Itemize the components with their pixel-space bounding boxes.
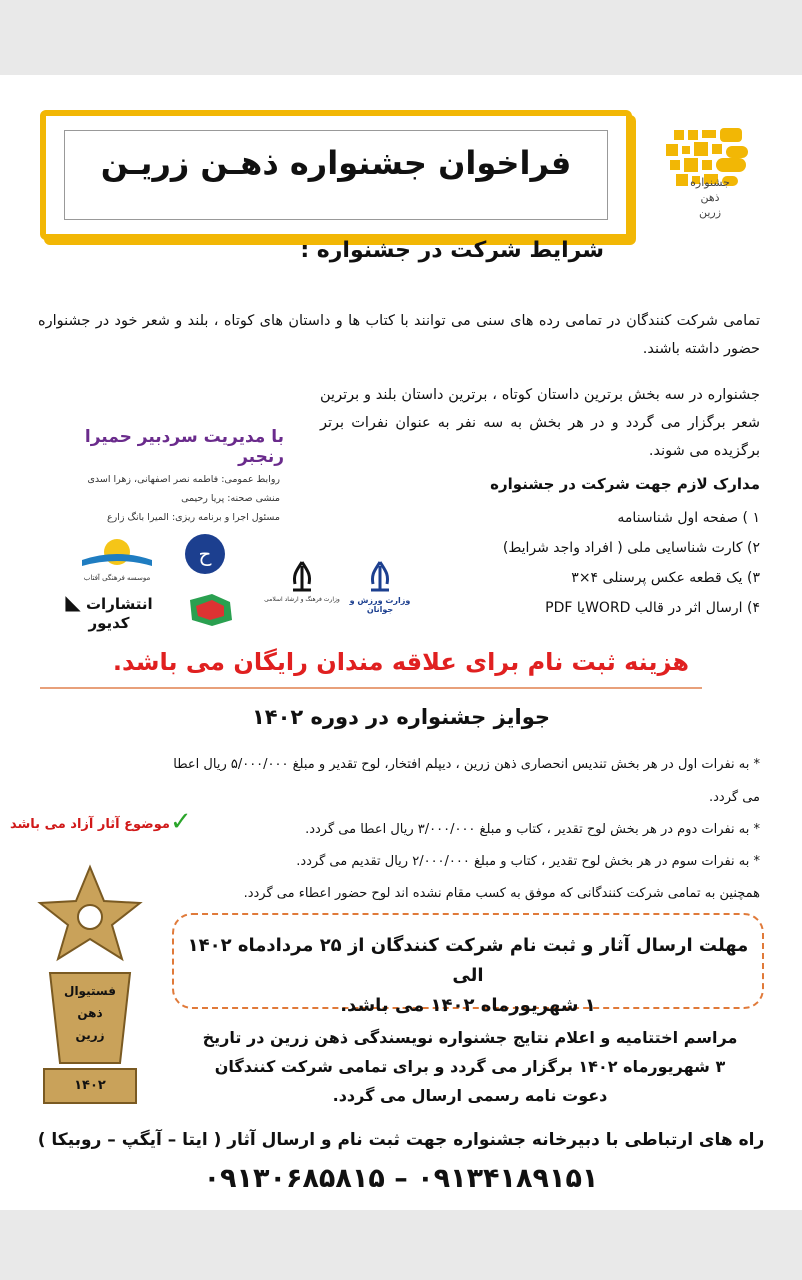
closing-line: مراسم اختتامیه و اعلام نتایج جشنواره نویسندگی ذهن زرین در تاریخ	[202, 1028, 738, 1047]
phone-numbers: ۰۹۱۳۰۶۸۵۸۱۵ – ۰۹۱۳۴۱۸۹۱۵۱	[203, 1163, 599, 1194]
svg-text:ح: ح	[198, 542, 212, 566]
staff-line: منشی صحنه: پریا رحیمی	[181, 493, 280, 504]
culture-ministry-text: وزارت فرهنگ و ارشاد اسلامی	[264, 596, 340, 603]
logo-text-line: جشنواره	[690, 176, 730, 189]
document-item: ۳) یک قطعه عکس پرسنلی ۴×۳	[571, 570, 760, 586]
documents-heading: مدارک لازم جهت شرکت در جشنواره	[490, 475, 760, 493]
prizes-heading: جوایز جشنواره در دوره ۱۴۰۲	[251, 705, 551, 729]
prize-line: همچنین به تمامی شرکت کنندگانی که موفق به کسب مقام نشده اند لوح حضور اعطاء می گردد.	[243, 886, 760, 901]
conditions-paragraph-2: جشنواره در سه بخش برترین داستان کوتاه ، برترین داستان بلند و برترین شعر برگزار می گردد و در هر بخش به سه نفر به عنوان نفرات برتر برگزیده می شوند.	[320, 387, 760, 459]
deadline-line: ۱ شهریورماه ۱۴۰۲ می باشد.	[340, 995, 596, 1016]
staff-line: مسئول اجرا و برنامه ریزی: المیرا بانگ زارع	[106, 512, 280, 523]
fee-notice: هزینه ثبت نام برای علاقه مندان رایگان می باشد.	[112, 648, 690, 676]
closing-ceremony-text	[170, 1023, 770, 1110]
publisher-logo-text: انتشارات کدیور	[85, 595, 153, 632]
institute-logo	[62, 530, 172, 582]
title-banner	[40, 110, 632, 240]
institute-logo-text: موسسه فرهنگی آفتاب	[83, 574, 151, 582]
closing-line: دعوت نامه رسمی ارسال می گردد.	[332, 1086, 608, 1105]
publisher-logo	[44, 590, 174, 632]
logo-caption	[660, 175, 760, 220]
trophy-label-line: فستیوال	[64, 984, 116, 998]
conditions-paragraph-1: تمامی شرکت کنندگان در تمامی رده های سنی می توانند با کتاب ها و داستان های کوتاه ، بلند و شعر خود در جشنواره حضور داشته باشند.	[38, 313, 760, 357]
trophy-label	[32, 980, 148, 1046]
prize-line: * به نفرات دوم در هر بخش لوح تقدیر ، کتاب و مبلغ ۳/۰۰۰/۰۰۰ ریال اعطا می گردد.	[305, 822, 760, 837]
contact-info: راه های ارتباطی با دبیرخانه جشنواره جهت ثبت نام و ارسال آثار ( ایتا – آیگپ – روبیکا )	[37, 1130, 765, 1150]
staff-list	[40, 470, 280, 527]
book-sun-icon	[72, 530, 162, 572]
sponsor-logos	[40, 530, 420, 645]
iran-emblem-icon	[365, 560, 395, 594]
iran-map-logo-icon	[180, 590, 240, 630]
conditions-heading: شرایط شرکت در جشنواره :	[300, 238, 604, 263]
deadline-line: مهلت ارسال آثار و ثبت نام شرکت کنندگان از ۲۵ مردادماه ۱۴۰۲ الی	[187, 935, 749, 986]
fee-divider	[40, 687, 702, 689]
trophy-label-line: زرین	[75, 1028, 105, 1042]
prize-line: می گردد.	[708, 790, 760, 805]
documents-list	[420, 503, 760, 623]
poster	[0, 75, 802, 1210]
iran-emblem-icon	[287, 560, 317, 594]
culture-ministry-logo	[262, 560, 342, 603]
document-item: ۴) ارسال اثر در قالب WORDیا PDF	[545, 600, 760, 616]
closing-line: ۳ شهریورماه ۱۴۰۲ برگزار می گردد و برای تمامی شرکت کنندگان	[214, 1057, 726, 1076]
management-title: با مدیریت سردبیر حمیرا رنجبر	[84, 427, 284, 467]
publisher-arrow-icon: ◣	[65, 590, 81, 614]
media-round-logo-icon	[183, 532, 227, 576]
sport-ministry-text: وزارت ورزش و جوانان	[349, 596, 411, 614]
page-title: فراخوان جشنواره ذهـن زریـن	[100, 144, 572, 182]
free-topic-note: موضوع آثار آزاد می باشد	[10, 817, 170, 832]
prize-line: * به نفرات اول در هر بخش تندیس انحصاری ذهن زرین ، دیپلم افتخار، لوح تقدیر و مبلغ ۵/۰۰۰/۰۰۰ ریال اعطا	[173, 757, 760, 772]
deadline-text	[174, 931, 762, 1021]
prize-line: * به نفرات سوم در هر بخش لوح تقدیر ، کتاب و مبلغ ۲/۰۰۰/۰۰۰ ریال تقدیم می گردد.	[296, 854, 760, 869]
trophy-year: ۱۴۰۲	[74, 1078, 106, 1093]
logo-text-line: زرین	[698, 206, 722, 219]
checkmark-icon: ✓	[170, 807, 192, 837]
staff-line: روابط عمومی: فاطمه نصر اصفهانی، زهرا اسدی	[87, 474, 280, 485]
trophy-label-line: ذهن	[77, 1006, 103, 1020]
deadline-box	[172, 913, 764, 1016]
document-item: ۱ ) صفحه اول شناسنامه	[617, 510, 760, 526]
document-item: ۲) کارت شناسایی ملی ( افراد واجد شرایط)	[502, 540, 760, 556]
logo-text-line: ذهن	[700, 191, 720, 204]
sport-ministry-logo	[340, 560, 420, 614]
